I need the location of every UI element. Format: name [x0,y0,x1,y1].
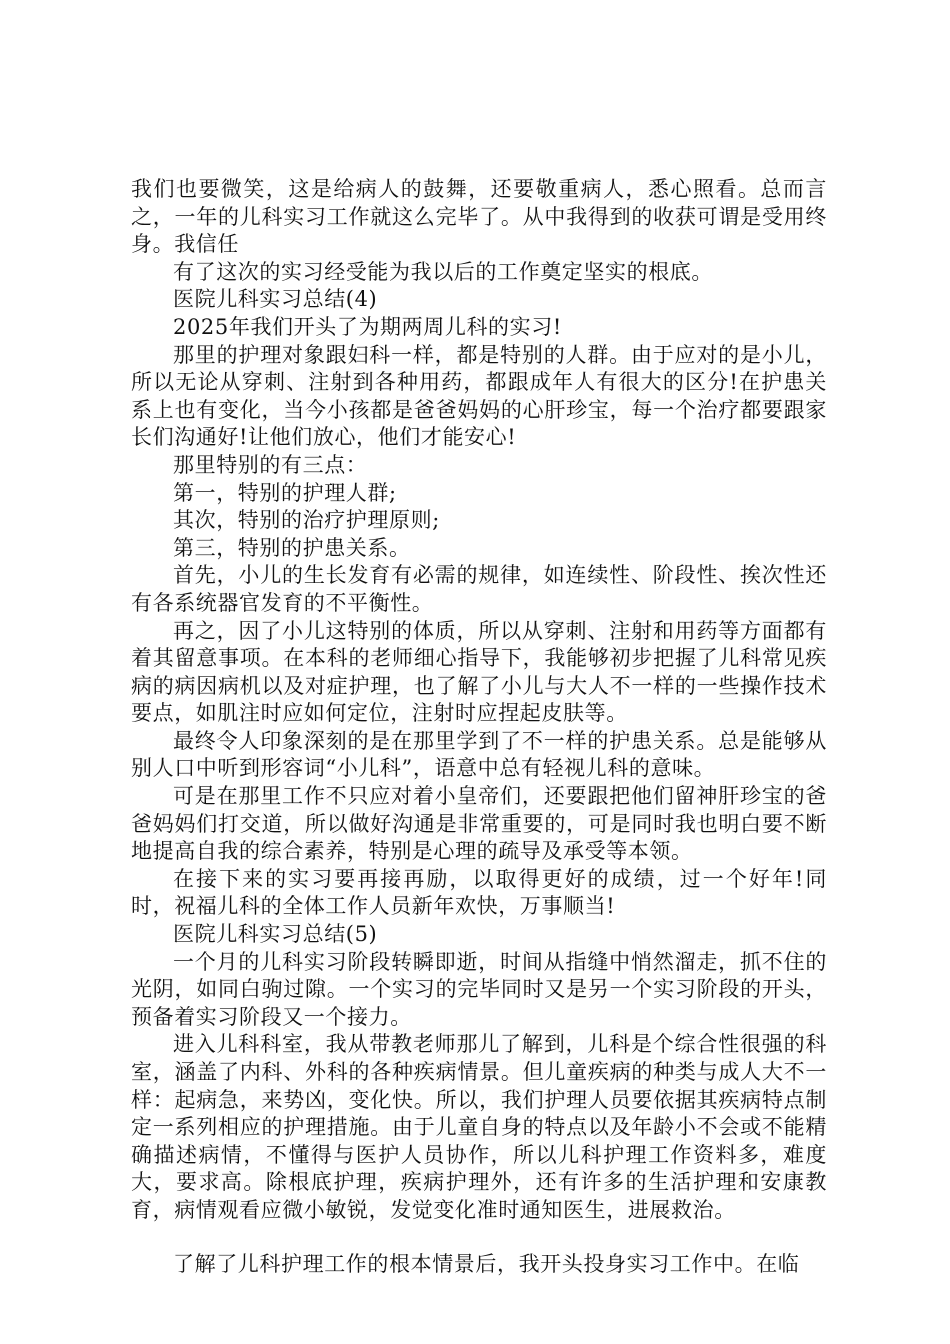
paragraph-10: 在接下来的实习要再接再励，以取得更好的成绩，过一个好年!同时，祝福儿科的全体工作人员新年欢快，万事顺当! [131,866,827,919]
list-item-3: 第三，特别的护患关系。 [173,535,411,560]
paragraph-2: 有了这次的实习经受能为我以后的工作奠定坚实的根底。 [173,259,713,284]
section-heading-5: 医院儿科实习总结(5) [173,922,378,947]
paragraph-1: 我们也要微笑，这是给病人的鼓舞，还要敬重病人，悉心照看。总而言之，一年的儿科实习工作就这么完毕了。从中我得到的收获可谓是受用终身。我信任 [131,177,827,257]
paragraph-12: 进入儿科科室，我从带教老师那儿了解到，儿科是个综合性很强的科室，涵盖了内科、外科的各种疾病情景。但儿童疾病的种类与成人大不一样：起病急，来势凶，变化快。所以，我们护理人员要依据其疾病特点制定一系列相应的护理措施。由于儿童自身的特点以及年龄小不会或不能精确描述病情，不懂得与医护人员协作，所以儿科护理工作资料多，难度大，要求高。除根底护理，疾病护理外，还有许多的生活护理和安康教育，病情观看应微小敏锐，发觉变化准时通知医生，进展救治。 [131,1032,827,1222]
paragraph-6: 首先，小儿的生长发育有必需的规律，如连续性、阶段性、挨次性还有各系统器官发育的不平衡性。 [131,563,827,615]
list-item-1: 第一，特别的护理人群; [173,480,397,505]
section-heading-4: 医院儿科实习总结(4) [173,287,378,312]
paragraph-3: 2025年我们开头了为期两周儿科的实习! [173,314,562,339]
paragraph-13: 了解了儿科护理工作的根本情景后，我开头投身实习工作中。在临 [173,1251,800,1276]
document-body [131,176,827,1278]
paragraph-8: 最终令人印象深刻的是在那里学到了不一样的护患关系。总是能够从别人口中听到形容词“小儿科”，语意中总有轻视儿科的意味。 [131,728,827,781]
paragraph-9: 可是在那里工作不只应对着小皇帝们，还要跟把他们留神肝珍宝的爸爸妈妈们打交道，所以做好沟通是非常重要的，可是同时我也明白要不断地提高自我的综合素养，特别是心理的疏导及承受等本领。 [131,784,827,864]
paragraph-7: 再之，因了小儿这特别的体质，所以从穿刺、注射和用药等方面都有着其留意事项。在本科的老师细心指导下，我能够初步把握了儿科常见疾病的病因病机以及对症护理，也了解了小儿与大人不一样的一些操作技术要点，如肌注时应如何定位，注射时应捏起皮肤等。 [131,618,827,726]
paragraph-5: 那里特别的有三点： [173,452,368,477]
paragraph-4: 那里的护理对象跟妇科一样，都是特别的人群。由于应对的是小儿，所以无论从穿刺、注射到各种用药，都跟成年人有很大的区分!在护患关系上也有变化，当今小孩都是爸爸妈妈的心肝珍宝，每一个治疗都要跟家长们沟通好!让他们放心，他们才能安心! [131,342,827,450]
paragraph-11: 一个月的儿科实习阶段转瞬即逝，时间从指缝中悄然溜走，抓不住的光阴，如同白驹过隙。一个实习的完毕同时又是另一个实习阶段的开头，预备着实习阶段又一个接力。 [131,949,827,1029]
list-item-2: 其次，特别的治疗护理原则; [173,508,440,533]
